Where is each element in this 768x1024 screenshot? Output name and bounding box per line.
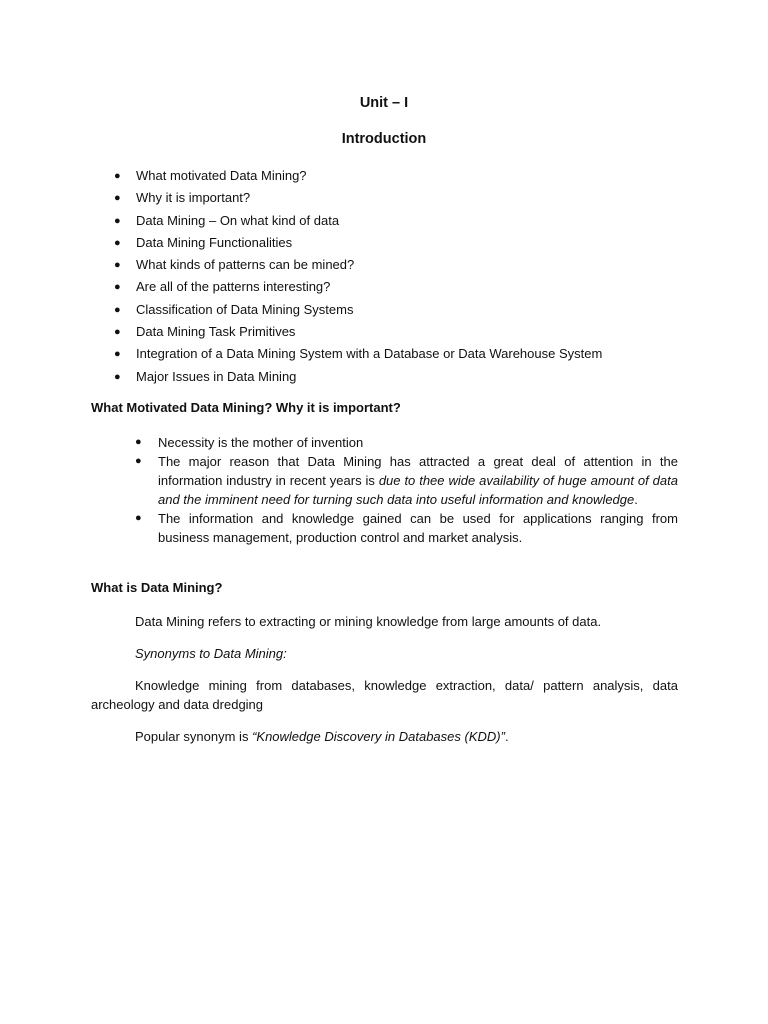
section-title: Introduction	[341, 131, 427, 147]
list-item-text: What motivated Data Mining?	[136, 168, 307, 183]
punctuation: .	[504, 729, 509, 744]
list-item-text: Necessity is the mother of invention	[158, 435, 364, 450]
motivation-list	[135, 433, 678, 547]
motivation-heading: What Motivated Data Mining? Why it is important?	[91, 400, 401, 415]
synonyms-paragraph: Knowledge mining from databases, knowledge extraction, data/ pattern analysis, data archeology and data dredging	[91, 678, 678, 712]
list-item	[112, 368, 602, 390]
list-item	[112, 323, 602, 345]
list-item-text: The information and knowledge gained can be used for applications ranging from business management, production control and market analysis.	[158, 511, 678, 545]
list-item-text: Integration of a Data Mining System with a Database or Data Warehouse System	[136, 346, 603, 362]
list-item	[112, 301, 602, 323]
list-item-text: Why it is important?	[136, 190, 251, 206]
bullet-icon: ●	[114, 370, 121, 383]
list-item-text: Data Mining Functionalities	[136, 234, 293, 250]
list-item	[112, 167, 602, 189]
bullet-icon: ●	[135, 436, 142, 448]
list-item-text: The major reason that Data Mining has attracted a great deal of attention in the information industry in recent years is	[158, 454, 678, 488]
list-item	[112, 345, 602, 367]
punctuation: .	[634, 492, 638, 507]
list-item	[112, 234, 602, 256]
list-item-text: What kinds of patterns can be mined?	[136, 257, 355, 273]
emphasis-text: due to thee wide availability of huge amount of data and the imminent need for turning such data into useful information and knowledge	[158, 473, 678, 507]
list-item-text: Data Mining Task Primitives	[136, 324, 296, 340]
synonyms-label: Synonyms to Data Mining:	[135, 646, 287, 661]
bullet-icon: ●	[135, 512, 142, 524]
list-item-text: Classification of Data Mining Systems	[136, 301, 354, 317]
list-item-text: Data Mining – On what kind of data	[136, 212, 340, 228]
list-item	[112, 212, 602, 234]
kdd-term: “Knowledge Discovery in Databases (KDD)”	[252, 729, 505, 744]
bullet-icon: ●	[114, 303, 121, 316]
bullet-icon: ●	[114, 236, 121, 249]
definition-paragraph: Data Mining refers to extracting or mining knowledge from large amounts of data.	[135, 614, 602, 629]
bullet-icon: ●	[114, 170, 121, 182]
bullet-icon: ●	[114, 192, 121, 205]
bullet-icon: ●	[114, 348, 121, 361]
list-item	[135, 433, 678, 452]
popular-synonym-paragraph	[135, 727, 509, 746]
popular-prefix: Popular synonym is	[135, 729, 253, 744]
bullet-icon: ●	[114, 214, 121, 227]
bullet-icon: ●	[114, 281, 121, 294]
topics-list	[112, 167, 602, 390]
list-item	[112, 256, 602, 278]
bullet-icon: ●	[114, 326, 121, 339]
bullet-icon: ●	[135, 455, 142, 467]
unit-title: Unit – I	[359, 95, 409, 111]
bullet-icon: ●	[114, 259, 121, 272]
list-item	[112, 278, 602, 300]
definition-heading: What is Data Mining?	[91, 580, 223, 595]
list-item	[112, 189, 602, 211]
list-item	[135, 452, 678, 509]
list-item-text: Major Issues in Data Mining	[136, 368, 297, 384]
list-item-text: Are all of the patterns interesting?	[136, 279, 331, 295]
list-item	[135, 509, 678, 547]
